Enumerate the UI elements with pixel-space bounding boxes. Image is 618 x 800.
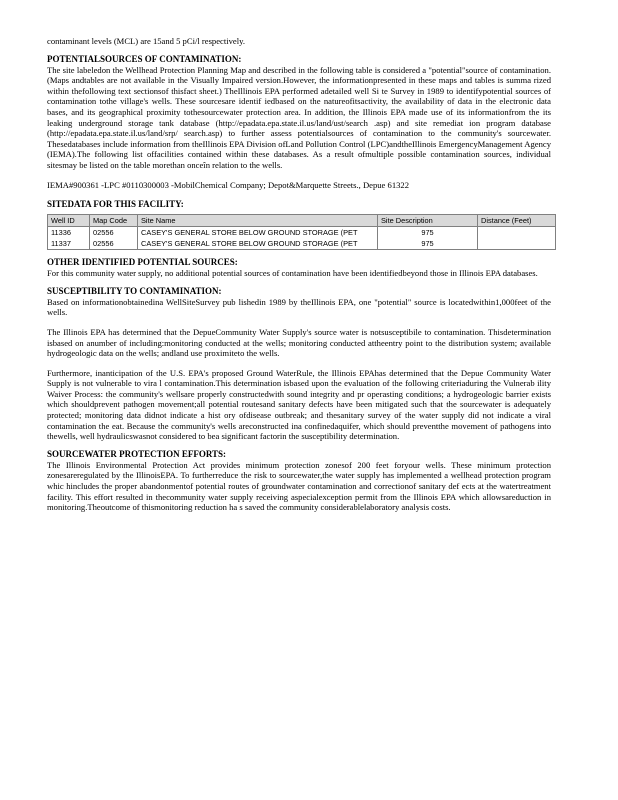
cell-site-name: CASEY'S GENERAL STORE BELOW GROUND STORAGE (PET (138, 238, 378, 250)
table-header-row (48, 215, 556, 227)
col-well-id: Well ID (48, 215, 90, 227)
intro-line: contaminant levels (MCL) are 15and 5 pCi/l respectively. (47, 36, 245, 46)
protection-efforts-body: The Illinois Environmental Protection Act provides minimum protection zonesof 200 feet foryour wells. These minimum protection zonesareregulated by the IllinoisEPA. To furtherreduce the risk to sourcewater,the water supply has implemented a wellhead protection program whic hincludes the proper abandonmentof potential routes of groundwater contamination and correctionof sanitary def ects at the watertreatment facility. This effort resulted in thecommunity water supply receiving aspecialexception permit from the Illinois EPA which allowsareduction in monitoring.Theoutcome of thismonitoring reduction ha s saved the community considerablelaboratory analysis costs. (47, 459, 551, 513)
table-row (48, 238, 556, 250)
cell-map-code: 02556 (90, 238, 138, 250)
susceptibility-paragraph-2: The Illinois EPA has determined that the DepueCommunity Water Supply's source water is notsusceptibile to contamination. Thisdetermination isbased on anumber of including:monitoring conducted at the wells; monitoring conducted attheentry point to the distribution system; available hydrogeologic data on the wells; andland use proximiteto the wells. (47, 326, 551, 359)
heading-susceptibility: SUSCEPTIBILITY TO CONTAMINATION: (47, 285, 222, 296)
heading-protection-efforts: SOURCEWATER PROTECTION EFFORTS: (47, 448, 227, 459)
other-sources-body: For this community water supply, no additional potential sources of contamination have been identifiedbeyond those in Illinois EPA databases. (47, 268, 538, 279)
table-row (48, 227, 556, 239)
cell-well-id: 11336 (48, 227, 90, 239)
susceptibility-paragraph-1: Based on informationobtainedina WellSiteSurvey pub lishedin 1989 by theIllinois EPA, one "potential" source is locatedwithin1,000feet of the wells. (47, 296, 551, 318)
cell-well-id: 11337 (48, 238, 90, 250)
cell-site-name: CASEY'S GENERAL STORE BELOW GROUND STORAGE (PET (138, 227, 378, 239)
col-distance: Distance (Feet) (478, 215, 556, 227)
heading-potential-sources: POTENTIALSOURCES OF CONTAMINATION: (47, 53, 242, 64)
cell-distance (478, 227, 556, 239)
cell-distance (478, 238, 556, 250)
col-map-code: Map Code (90, 215, 138, 227)
col-site-name: Site Name (138, 215, 378, 227)
cell-map-code: 02556 (90, 227, 138, 239)
potential-sources-body: The site labeledon the Wellhead Protection Planning Map and described in the following table is considered a "potential"source of contamination. (Maps andtables are not available in the Visually Impaired version.However, the informationpresented in these maps and tables is summa rized within thefollowing text sectionsof thisfact sheet.) TheIllinois EPA performed adetailed well Si te Survey in 1989 to identifypotential sources of contamination tothe village's wells. These sourcesare identif iedbased on the natureofitsactivity, the availability of data in the electronic data bases, and its geographical proximity tothesourcewater protection area. In addition, the Illinois EPA made use of its informationfrom the its leaking underground storage tank database (http://epadata.epa.state.il.us/land/ust/search .asp) and site remediat ion program database (http://epadata.epa.state.il.us/land/srp/ search.asp) to further assess potentialsources of contamination to the community's sourcewater. Thesedatabases include information from theIllinois EPA Division ofLand Pollution Control (LPC)andtheIllinois EmergencyManagement Agency (IEMA).The following list offacilities contained within these databases. As a result ofmultiple possible contamination sources, individual sitesmay be listed on the table morethan onceîn relation to the wells. (47, 64, 551, 170)
heading-sitedata: SITEDATA FOR THIS FACILITY: (47, 199, 184, 210)
cell-site-description: 975 (378, 238, 478, 250)
susceptibility-paragraph-3: Furthermore, inanticipation of the U.S. EPA's proposed Ground WaterRule, the Illinois EPAhas determined that the Depue Community Water Supply is not vulnerable to vira l contamination.This determination isbased upon the evaluation of the following criteriaduring the Vulnerab ility Waiver Process: the community's wellsare properly constructedwith sound integrity and pr operasting conditions; a hydrogeologic barrier exists which shouldprevent pathogen movement;all potential routesand sanitary defects have been mitigated such that the sourcewater is adequately protected; monitoring data didnot indicate a hist ory ofdisease outbreak; and thesanitary survey of the water supply did not indicate a viral contamination the eat. Because the community's wells areconstructed ina confinedaquifer, which should preventthe movement of pathogens into thewells, well hydraulicswasnot considered to bea significant factorin the susceptibility determination. (47, 367, 551, 442)
heading-other-sources: OTHER IDENTIFIED POTENTIAL SOURCES: (47, 257, 238, 268)
col-site-description: Site Description (378, 215, 478, 227)
cell-site-description: 975 (378, 227, 478, 239)
document-page (47, 36, 551, 513)
facility-id-line: IEMA#900361 -LPC #0110300003 -MobilChemical Company; Depot&Marquette Streets., Depue 61322 (47, 179, 410, 190)
site-data-table (47, 214, 556, 250)
